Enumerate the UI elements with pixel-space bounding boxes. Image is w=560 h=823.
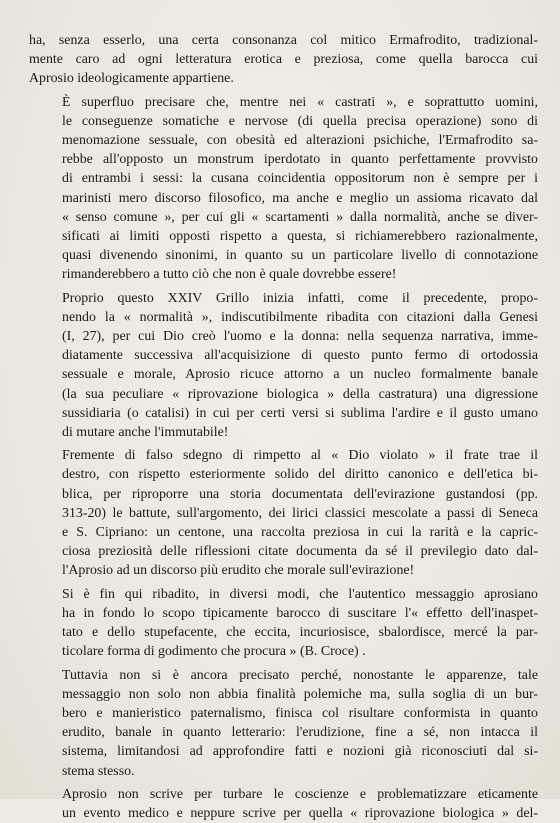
text-line: erudito, banale in quanto letterario: l'erudizione, fine a sé, non intacca il bbox=[62, 725, 538, 741]
text-line: rebbe all'opposto un monstrum iperdotato in quanto perfettamente provvisto bbox=[62, 152, 538, 168]
text-line: sistema, limitandosi ad approfondire fatti e nozioni già riconosciuti dal si- bbox=[62, 744, 538, 760]
paragraph-1 bbox=[29, 31, 538, 89]
text-line: rimanderebbero a tutto ciò che non è quale dovrebbe essere! bbox=[62, 267, 397, 283]
text-line: di entrambi i sessi: la cusana coincidentia oppositorum non è sempre per i bbox=[62, 171, 538, 187]
text-line: bero e manieristico paternalismo, finisca col risultare conformista in quanto bbox=[62, 705, 538, 721]
text-line: Fremente di falso sdegno di rimpetto al « Dio violato » il frate trae il bbox=[62, 448, 538, 464]
text-line: diatamente successiva all'acquisizione di questo punto fermo di ortodossia bbox=[62, 348, 538, 364]
text-line: sussidiaria (o catalisi) in cui per certi versi si sublima l'ardire e il gusto umano bbox=[62, 405, 538, 421]
paragraph-6 bbox=[29, 666, 538, 781]
paragraph-5 bbox=[29, 585, 538, 662]
text-line: ha, senza esserlo, una certa consonanza col mitico Ermafrodito, tradizional- bbox=[29, 33, 538, 48]
paragraph-2 bbox=[29, 93, 538, 285]
text-line: quasi divenendo sinonimi, in quanto su un particolare livello di connotazione bbox=[62, 248, 538, 264]
text-line: tato e dello stupefacente, che eccita, incuriosisce, sbalordisce, mercé la par- bbox=[62, 625, 538, 641]
text-line: Aprosio non scrive per turbare le coscienze e problematizzare eticamente bbox=[62, 786, 538, 802]
text-line: Tuttavia non si è ancora precisato perché, nonostante le apparenze, tale bbox=[62, 667, 538, 683]
text-line: Si è fin qui ribadito, in diversi modi, che l'autentico messaggio aprosiano bbox=[62, 586, 538, 602]
text-line: e S. Cipriano: un centone, una raccolta preziosa in cui la rarità e la capric- bbox=[62, 525, 538, 541]
text-line: messaggio non solo non abbia finalità polemiche ma, sulla soglia di un bur- bbox=[62, 686, 538, 702]
text-line: È superfluo precisare che, mentre nei « castrati », e soprattutto uomini, bbox=[62, 94, 538, 110]
text-line: sessuale e morale, Aprosio ricuce attorno a un nucleo formalmente banale bbox=[62, 367, 538, 383]
text-line: ticolare forma di godimento che procura » (B. Croce) . bbox=[62, 644, 366, 660]
text-line: l'Aprosio ad un discorso più erudito che morale sull'evirazione! bbox=[62, 563, 415, 579]
text-line: ha in fondo lo scopo tipicamente barocco di suscitare l'« effetto dell'inaspet- bbox=[62, 605, 538, 621]
text-line: (I, 27), per cui Dio creò l'uomo e la donna: nella sequenza narrativa, imme- bbox=[62, 329, 538, 345]
text-line: un evento medico e neppure scrive per quella « riprovazione biologica » del- bbox=[62, 805, 538, 821]
text-line: 313-20) le battute, sull'argomento, dei lirici classici mescolate a passi di Seneca bbox=[62, 505, 538, 521]
text-line: marinisti mero discorso filosofico, ma anche e meglio un assioma ricavato dal bbox=[62, 190, 538, 206]
text-line: sificati ai limiti opposti rispetto a questa, si richiamerebbero razionalmente, bbox=[62, 229, 538, 245]
text-line: le conseguenze somatiche e nervose (di quella precisa operazione) sono di bbox=[62, 113, 538, 129]
text-line: di mutare anche l'immutabile! bbox=[62, 425, 229, 441]
paragraph-4 bbox=[29, 446, 538, 580]
paragraph-7 bbox=[29, 785, 538, 823]
text-line: nendo la « normalità », indiscutibilmente ribadita con citazioni dalla Genesi bbox=[62, 309, 538, 325]
text-line: ciosa preziosità delle riflessioni citate documenta da sé il previlegio dato dal- bbox=[62, 544, 538, 560]
text-line: (la sua peculiare « riprovazione biologica » della castratura) una digressione bbox=[62, 386, 538, 402]
text-line: « senso comune », per cui gli « scartamenti » dalla normalità, anche se diver- bbox=[62, 209, 538, 225]
text-line: menomazione sessuale, con obesità ed alterazioni psichiche, l'Ermafrodito sa- bbox=[62, 133, 538, 149]
paragraph-3 bbox=[29, 289, 538, 443]
text-line: blica, per riproporre una storia documentata dell'evirazione gustandosi (pp. bbox=[62, 486, 538, 502]
text-line: destro, con rispetto esteriormente solido del diritto canonico e dell'etica bi- bbox=[62, 467, 538, 483]
text-line: Proprio questo XXIV Grillo inizia infatti, come il precedente, propo- bbox=[62, 290, 538, 306]
text-line: Aprosio ideologicamente appartiene. bbox=[29, 71, 234, 87]
text-line: stema stesso. bbox=[62, 763, 135, 779]
text-line: mente caro ad ogni letteratura erotica e preziosa, come quella barocca cui bbox=[29, 52, 538, 68]
